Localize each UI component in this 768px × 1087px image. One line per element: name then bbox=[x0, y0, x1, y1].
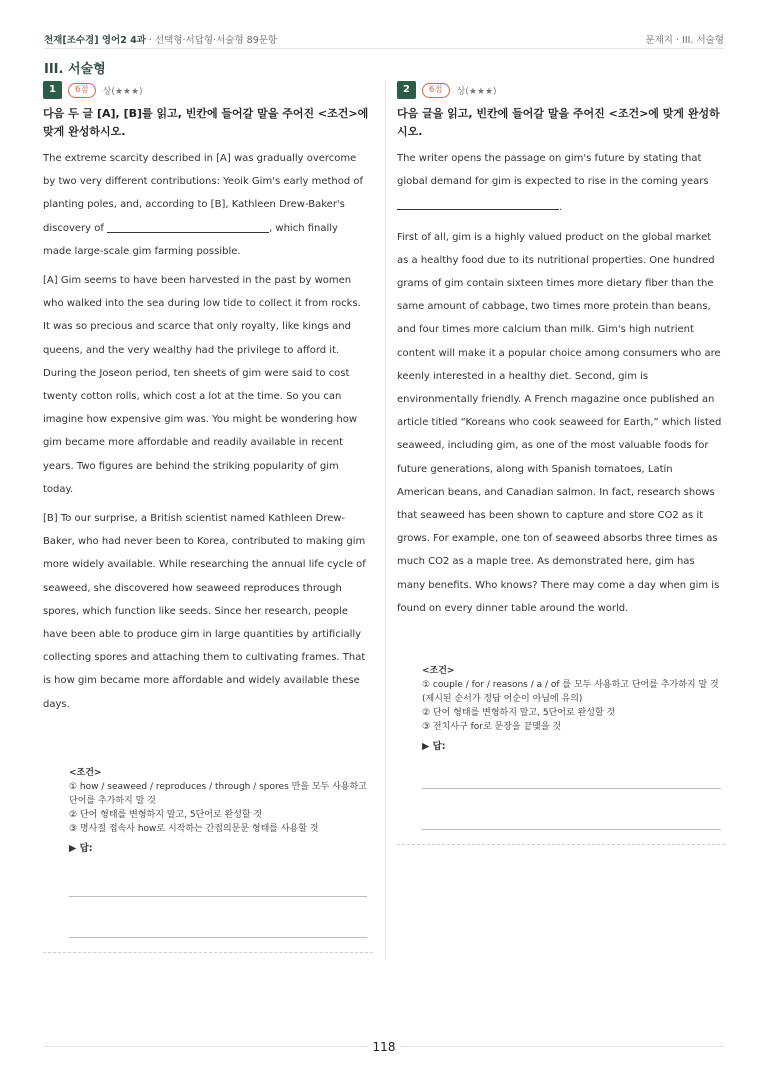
answer-line[interactable] bbox=[422, 829, 721, 830]
summary-text-after: , which finally made large-scale gim farming possible. bbox=[43, 222, 338, 257]
question-2 bbox=[397, 80, 723, 845]
summary-sentence bbox=[397, 147, 723, 220]
conditions-title: <조건> bbox=[69, 767, 102, 778]
header-subtitle: · 선택형·서답형·서술형 89문항 bbox=[148, 35, 278, 46]
section-title: III. 서술형 bbox=[44, 62, 106, 77]
conditions-box bbox=[422, 664, 723, 754]
condition-item: ③ 명사절 접속사 how로 시작하는 간접의문문 형태를 사용할 것 bbox=[69, 823, 319, 834]
summary-text-before: The extreme scarcity described in [A] was gradually overcome by two very different contributions: Yeoik Gim's early method of planting poles, and, according to [B], Kathleen Drew-Baker's discovery of bbox=[43, 153, 364, 234]
difficulty-label: 상(★★★) bbox=[102, 86, 143, 97]
page-number bbox=[0, 1040, 768, 1054]
question-prompt: 다음 글을 읽고, 빈칸에 들어갈 말을 주어진 <조건>에 맞게 완성하시오. bbox=[397, 107, 720, 138]
difficulty-label: 상(★★★) bbox=[456, 86, 497, 97]
points-badge: 6점 bbox=[422, 83, 450, 98]
conditions-box bbox=[69, 766, 369, 856]
passage-body: First of all, gim is a highly valued product on the global market as a healthy food due to its nutritional properties. One hundred grams of gim contain sixteen times more dietary fiber than the same amount of cabbage, two times more protein than beans, and four times more calcium than milk. Gim's high nutrient content will make it a popular choice among consumers who are keenly interested in a healthy diet. Second, gim is environmentally friendly. A French magazine once published an article titled “Koreans who cook seaweed for Earth,” which listed seaweed, including gim, as one of the most valuable foods for future generations, along with Spanish tomatoes, Latin American beans, and Canadian salmon. In fact, research shows that seaweed has been shown to capture and store CO2 as it grows. For example, one ton of seaweed absorbs three times as much CO2 as a maple tree. As demonstrated here, gim has many benefits. Who knows? There may come a day when gim is found on every dinner table around the world. bbox=[397, 231, 722, 614]
points-badge: 6점 bbox=[68, 83, 96, 98]
header-book-info bbox=[44, 32, 277, 46]
header-book-title: 천재[조수경] 영어2 4과 bbox=[44, 35, 146, 46]
column-divider bbox=[385, 80, 386, 960]
header-divider bbox=[44, 48, 724, 49]
condition-item: ② 단어 형태를 변형하지 말고, 5단어로 완성할 것 bbox=[422, 708, 616, 719]
answer-line[interactable] bbox=[69, 937, 367, 938]
answer-line[interactable] bbox=[69, 896, 367, 897]
summary-text-end: . bbox=[559, 202, 563, 214]
condition-item: ① how / seaweed / reproduces / through / spores 만을 모두 사용하고 단어를 추가하지 말 것 bbox=[69, 781, 367, 806]
condition-item: ① couple / for / reasons / a / of 를 모두 사용하고 단어를 추가하지 말 것(제시된 순서가 정답 어순이 아님에 유의) bbox=[422, 680, 719, 705]
passage-a: [A] Gim seems to have been harvested in the past by women who walked into the sea during low tide to collect it from rocks. It was so precious and scarce that only royalty, like kings and queens, and the very wealthy had the privilege to afford it. During the Joseon period, ten sheets of gim were said to cost twenty cotton rolls, which cost a lot at the time. So you can imagine how expensive gim was. You might be wondering how gim became more affordable and readily available in recent years. Two figures are behind the striking popularity of gim today. bbox=[43, 275, 361, 495]
question-number-badge: 1 bbox=[43, 81, 62, 99]
answer-line[interactable] bbox=[422, 788, 721, 789]
answer-label: ▶ 답: bbox=[69, 842, 93, 854]
page-header bbox=[44, 30, 724, 48]
conditions-title: <조건> bbox=[422, 666, 455, 677]
question-1 bbox=[43, 80, 369, 953]
header-section-label: 문제지 · III. 서술형 bbox=[645, 35, 724, 46]
summary-text: The writer opens the passage on gim's future by stating that global demand for gim is expected to rise in the coming years bbox=[397, 153, 709, 188]
answer-label: ▶ 답: bbox=[422, 741, 446, 753]
summary-sentence bbox=[43, 147, 369, 263]
question-prompt: 다음 두 글 [A], [B]를 읽고, 빈칸에 들어갈 말을 주어진 <조건>에 맞게 완성하시오. bbox=[43, 107, 369, 138]
answer-blank bbox=[397, 197, 559, 210]
question-end-rule bbox=[43, 952, 373, 953]
question-number-badge: 2 bbox=[397, 81, 416, 99]
page-number-text: 118 bbox=[367, 1040, 402, 1054]
condition-item: ② 단어 형태를 변형하지 말고, 5단어로 완성할 것 bbox=[69, 809, 263, 820]
condition-item: ③ 전치사구 for로 문장을 끝맺을 것 bbox=[422, 722, 562, 733]
question-1-header bbox=[43, 80, 369, 100]
passage-b: [B] To our surprise, a British scientist named Kathleen Drew-Baker, who had never been to Korea, contributed to making gim more widely available. While researching the annual life cycle of seaweed, she discovered how seaweed reproduces through spores, which function like seeds. Since her research, people have been able to produce gim in large quantities by artificially collecting spores and attaching them to cultivating frames. That is how gim became more affordable and widely available these days. bbox=[43, 513, 366, 710]
answer-blank bbox=[107, 220, 269, 233]
question-2-header bbox=[397, 80, 723, 100]
question-end-rule bbox=[397, 844, 725, 845]
